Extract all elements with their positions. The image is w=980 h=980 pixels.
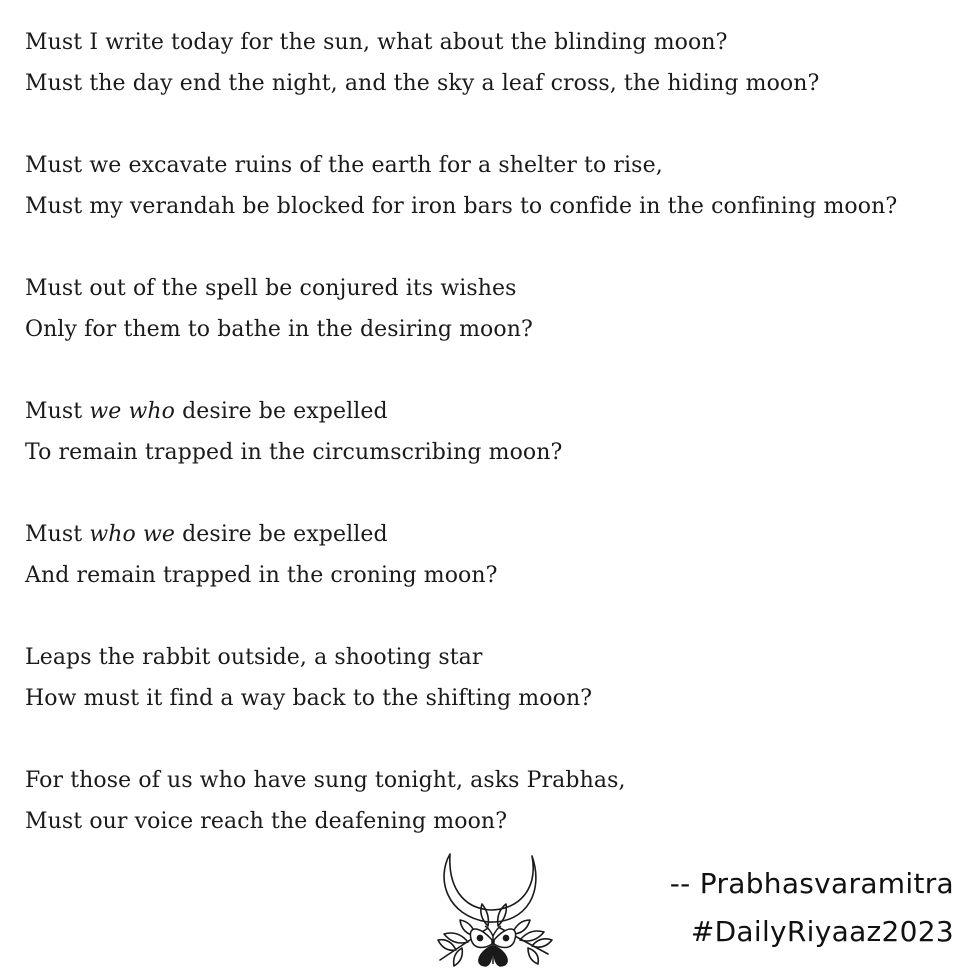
line-text: Must — [25, 399, 90, 424]
stanza-break — [25, 350, 975, 391]
line-text: desire be expelled — [175, 522, 388, 547]
stanza-break — [25, 596, 975, 637]
poem-line: Must I write today for the sun, what about the blinding moon? — [25, 30, 728, 55]
line-text: desire be expelled — [175, 399, 388, 424]
poem-line: Must my verandah be blocked for iron bars to confide in the confining moon? — [25, 194, 898, 219]
stanza-break — [25, 473, 975, 514]
emphasis-text: who we — [89, 522, 176, 547]
stanza-break — [25, 227, 975, 268]
poem-line: How must it find a way back to the shifting moon? — [25, 686, 593, 711]
poem-line: Must our voice reach the deafening moon? — [25, 809, 508, 834]
poem-line — [25, 391, 975, 432]
poem-line: To remain trapped in the circumscribing moon? — [25, 440, 563, 465]
poem-line: Must we excavate ruins of the earth for a shelter to rise, — [25, 153, 663, 178]
stanza-break — [25, 719, 975, 760]
poem-line: Must the day end the night, and the sky a leaf cross, the hiding moon? — [25, 71, 820, 96]
hashtag: #DailyRiyaaz2023 — [690, 915, 954, 948]
line-text: Must — [25, 522, 90, 547]
poem-line: Must out of the spell be conjured its wishes — [25, 276, 517, 301]
poem — [25, 22, 975, 842]
poem-line: And remain trapped in the croning moon? — [25, 563, 498, 588]
crescent-moon-butterfly-icon — [428, 848, 558, 972]
signature — [670, 860, 954, 956]
author-credit: -- Prabhasvaramitra — [669, 867, 954, 900]
poem-line: Leaps the rabbit outside, a shooting star — [25, 645, 483, 670]
stanza-break — [25, 104, 975, 145]
poem-line: For those of us who have sung tonight, asks Prabhas, — [25, 768, 626, 793]
poem-line: Only for them to bathe in the desiring moon? — [25, 317, 533, 342]
poem-line — [25, 514, 975, 555]
emphasis-text: we who — [89, 399, 176, 424]
